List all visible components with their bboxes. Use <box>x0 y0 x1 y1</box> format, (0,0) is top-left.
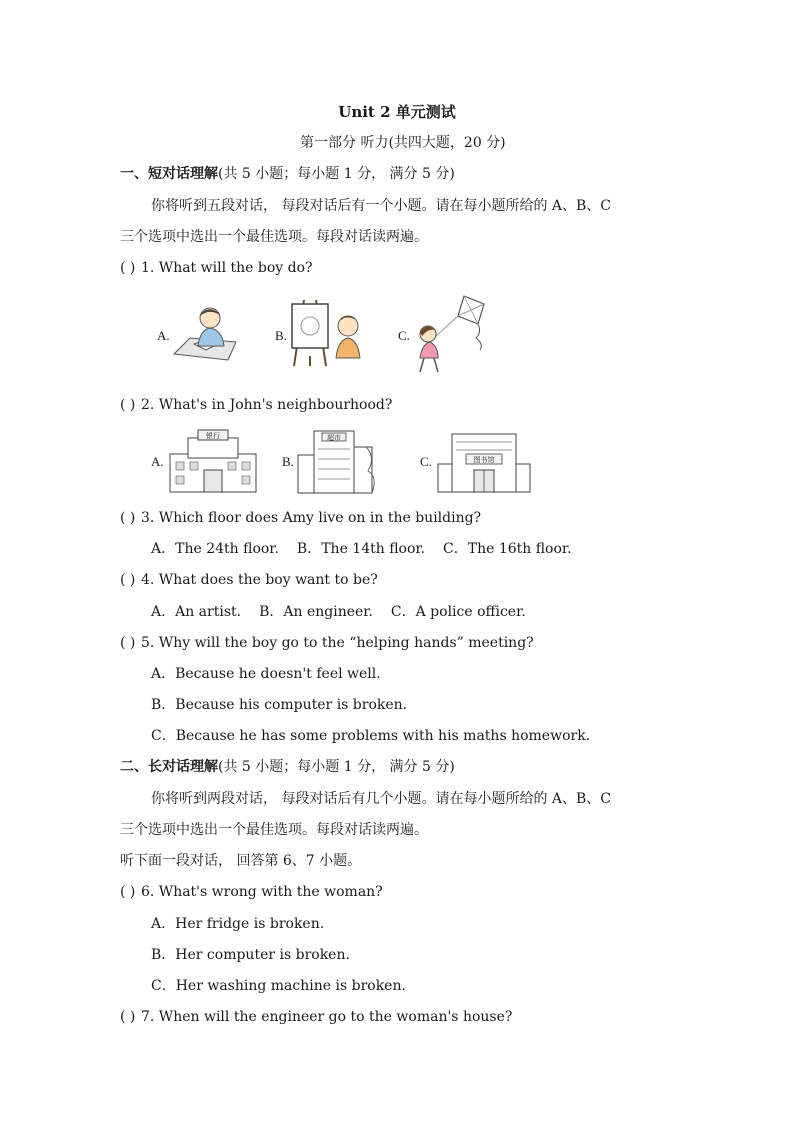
q5-option-b[interactable]: B．Because his computer is broken. <box>151 697 408 713</box>
section-1-instruction-line-2: 三个选项中选出一个最佳选项。每段对话读两遍。 <box>120 229 428 245</box>
answer-blank-1[interactable]: ( ) <box>120 260 136 276</box>
answer-blank-3[interactable]: ( ) <box>120 510 136 526</box>
q1-label-c: C. <box>398 328 410 343</box>
question-4-options <box>151 603 544 621</box>
section-2-number: 二、 <box>120 759 148 775</box>
q6-option-a[interactable]: A．Her fridge is broken. <box>151 916 325 932</box>
q2-label-a: A. <box>151 454 164 469</box>
page-title: Unit 2 单元测试 <box>338 103 456 121</box>
q2-label-b: B. <box>282 454 294 469</box>
supermarket-sign: 超市 <box>327 434 341 442</box>
bank-sign: 银行 <box>206 432 220 440</box>
q2-label-c: C. <box>420 454 432 469</box>
section-2-instruction-line-2: 三个选项中选出一个最佳选项。每段对话读两遍。 <box>120 822 428 838</box>
library-building-image <box>436 428 532 494</box>
answer-blank-5[interactable]: ( ) <box>120 635 136 651</box>
bank-building-image <box>168 428 258 494</box>
section-1-heading <box>120 165 455 183</box>
answer-blank-2[interactable]: ( ) <box>120 397 136 413</box>
q5-option-c[interactable]: C．Because he has some problems with his maths homework. <box>151 728 591 744</box>
answer-blank-6[interactable]: ( ) <box>120 884 136 900</box>
boy-reading-image <box>170 302 242 364</box>
question-2-text: 2. What's in John's neighbourhood? <box>141 397 393 413</box>
section-1-instruction-line-1: 你将听到五段对话， 每段对话后有一个小题。请在每小题所给的 A、B、C <box>151 198 612 214</box>
question-3-options <box>151 540 590 558</box>
question-1 <box>120 259 313 277</box>
girl-flying-kite-image <box>412 294 492 376</box>
question-5-text: 5. Why will the boy go to the “helping hands” meeting? <box>141 635 534 651</box>
part-heading: 第一部分 听力(共四大题，20 分) <box>300 135 506 151</box>
q3-option-b[interactable]: B．The 14th floor. <box>296 541 426 557</box>
section-2-heading <box>120 758 455 776</box>
section-1-score: (共 5 小题；每小题 1 分， 满分 5 分) <box>218 166 455 182</box>
section-1-title: 短对话理解 <box>148 166 218 182</box>
question-3 <box>120 509 481 527</box>
section-2-score: (共 5 小题；每小题 1 分， 满分 5 分) <box>218 759 455 775</box>
question-1-text: 1. What will the boy do? <box>141 260 313 276</box>
q1-label-b: B. <box>275 328 287 343</box>
section-1-number: 一、 <box>120 166 148 182</box>
section-2-lead: 听下面一段对话， 回答第 6、7 小题。 <box>120 853 362 869</box>
question-2 <box>120 396 392 414</box>
q4-option-c[interactable]: C．A police officer. <box>390 604 526 620</box>
q3-option-c[interactable]: C．The 16th floor. <box>443 541 572 557</box>
question-6 <box>120 883 383 901</box>
q4-option-b[interactable]: B．An engineer. <box>259 604 373 620</box>
question-6-text: 6. What's wrong with the woman? <box>141 884 383 900</box>
supermarket-building-image <box>296 427 380 495</box>
q3-option-a[interactable]: A．The 24th floor. <box>151 541 279 557</box>
question-7 <box>120 1008 512 1026</box>
q5-option-a[interactable]: A．Because he doesn't feel well. <box>151 666 381 682</box>
question-4-text: 4. What does the boy want to be? <box>141 572 378 588</box>
answer-blank-7[interactable]: ( ) <box>120 1009 136 1025</box>
section-2-instruction-line-1: 你将听到两段对话， 每段对话后有几个小题。请在每小题所给的 A、B、C <box>151 791 612 807</box>
q6-option-b[interactable]: B．Her computer is broken. <box>151 947 350 963</box>
q4-option-a[interactable]: A．An artist. <box>151 604 242 620</box>
question-7-text: 7. When will the engineer go to the woman's house? <box>141 1009 513 1025</box>
library-sign: 图书馆 <box>473 456 495 464</box>
boy-painting-image <box>288 296 364 368</box>
question-4 <box>120 571 378 589</box>
question-5 <box>120 634 534 652</box>
question-3-text: 3. Which floor does Amy live on in the building? <box>141 510 482 526</box>
q6-option-c[interactable]: C．Her washing machine is broken. <box>151 978 406 994</box>
q1-label-a: A. <box>157 328 170 343</box>
section-2-title: 长对话理解 <box>148 759 218 775</box>
answer-blank-4[interactable]: ( ) <box>120 572 136 588</box>
